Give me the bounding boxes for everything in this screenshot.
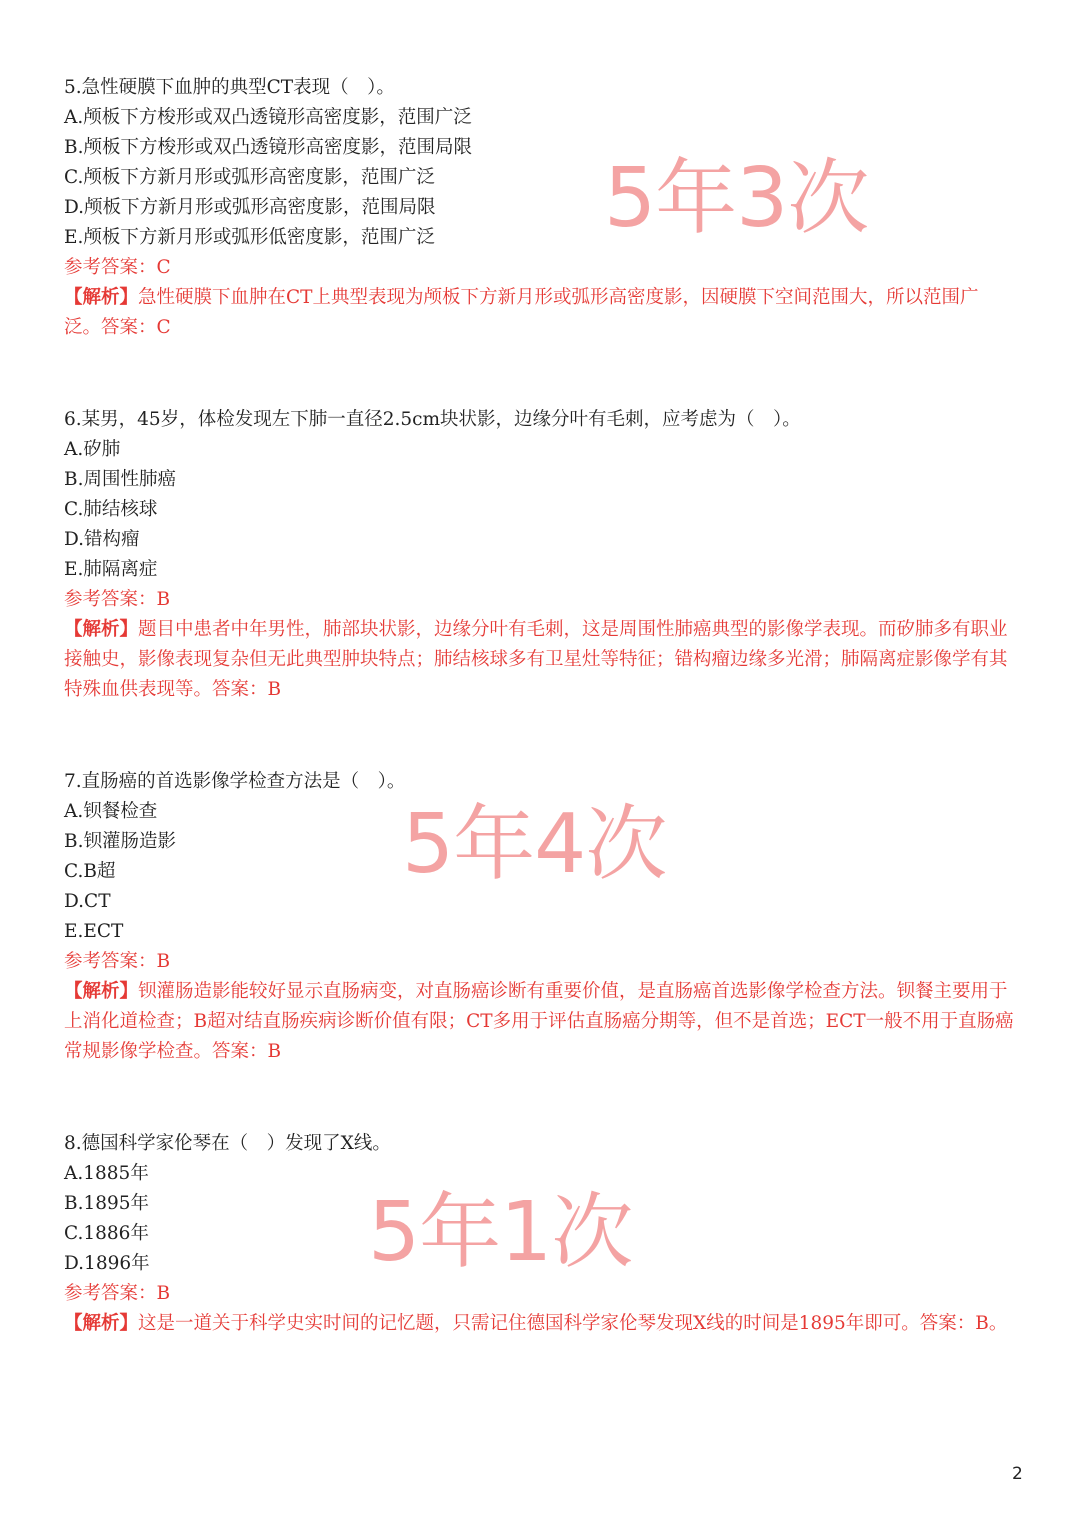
explanation [64,1309,1014,1339]
option-a: A.颅板下方梭形或双凸透镜形高密度影，范围广泛 [64,107,472,128]
option-b: B.1895年 [64,1193,150,1214]
option-e: E.肺隔离症 [64,559,158,580]
question-stem: 7.直肠癌的首选影像学检查方法是（ ）。 [64,771,406,792]
page-number: 2 [1012,1464,1023,1484]
question-5 [64,73,1014,343]
explanation-text: 题目中患者中年男性，肺部块状影，边缘分叶有毛刺，这是周围性肺癌典型的影像学表现。而矽肺多有职业接触史，影像表现复杂但无此典型肿块特点；肺结核球多有卫星灶等特征；错构瘤边缘多光滑；肺隔离症影像学有其特殊血供表现等。答案：B [64,619,1008,700]
question-stem: 8.德国科学家伦琴在（ ）发现了X线。 [64,1133,391,1154]
option-d: D.1896年 [64,1253,150,1274]
option-b: B.颅板下方梭形或双凸透镜形高密度影，范围局限 [64,137,472,158]
option-b: B.周围性肺癌 [64,469,176,490]
option-a: A.钡餐检查 [64,801,158,822]
explanation-text: 钡灌肠造影能较好显示直肠病变，对直肠癌诊断有重要价值，是直肠癌首选影像学检查方法。钡餐主要用于上消化道检查；B超对结直肠疾病诊断价值有限；CT多用于评估直肠癌分期等，但不是首选；ECT一般不用于直肠癌常规影像学检查。答案：B [64,981,1014,1062]
option-c: C.1886年 [64,1223,149,1244]
question-stem: 5.急性硬膜下血肿的典型CT表现（ ）。 [64,77,395,98]
explanation [64,977,1014,1067]
explanation-tag: 【解析】 [64,287,139,308]
option-a: A.1885年 [64,1163,149,1184]
option-c: C.B超 [64,861,116,882]
option-d: D.颅板下方新月形或弧形高密度影，范围局限 [64,197,436,218]
explanation-text: 急性硬膜下血肿在CT上典型表现为颅板下方新月形或弧形高密度影，因硬膜下空间范围大，所以范围广泛。答案：C [64,287,979,338]
frequency-stamp: 5年4次 [402,797,667,892]
option-b: B.钡灌肠造影 [64,831,176,852]
option-c: C.颅板下方新月形或弧形高密度影，范围广泛 [64,167,435,188]
explanation [64,615,1014,705]
explanation-tag: 【解析】 [64,981,139,1002]
frequency-stamp: 5年3次 [604,151,869,246]
reference-answer: 参考答案：B [64,1283,171,1304]
option-e: E.颅板下方新月形或弧形低密度影，范围广泛 [64,227,435,248]
option-d: D.错构瘤 [64,529,140,550]
option-c: C.肺结核球 [64,499,158,520]
question-stem: 6.某男，45岁，体检发现左下肺一直径2.5cm块状影，边缘分叶有毛刺，应考虑为（ ）。 [64,409,801,430]
frequency-stamp: 5年1次 [368,1185,633,1280]
option-a: A.矽肺 [64,439,121,460]
option-e: E.ECT [64,921,124,942]
reference-answer: 参考答案：B [64,589,171,610]
explanation-tag: 【解析】 [64,619,139,640]
option-d: D.CT [64,891,111,912]
reference-answer: 参考答案：C [64,257,171,278]
reference-answer: 参考答案：B [64,951,171,972]
explanation [64,283,1014,343]
explanation-tag: 【解析】 [64,1313,139,1334]
explanation-text: 这是一道关于科学史实时间的记忆题，只需记住德国科学家伦琴发现X线的时间是1895年即可。答案：B。 [138,1313,1008,1334]
question-6 [64,405,1014,705]
